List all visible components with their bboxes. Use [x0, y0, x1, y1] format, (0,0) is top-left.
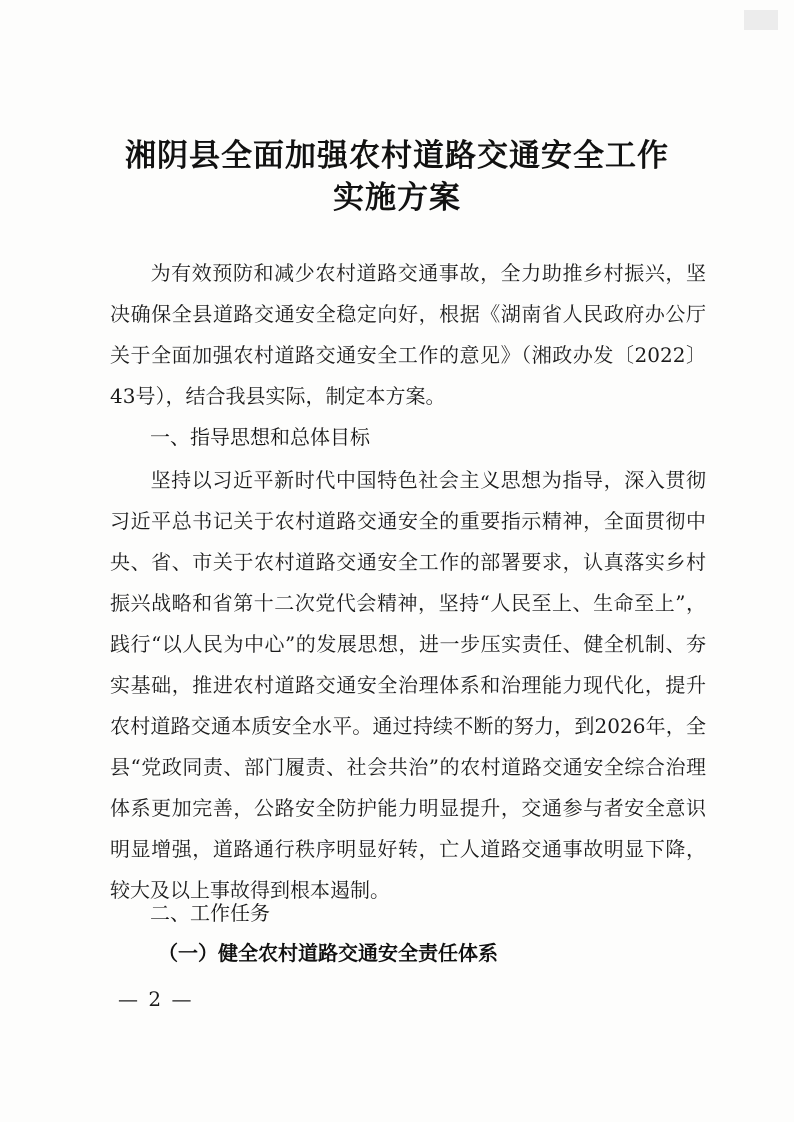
scan-artifact: [744, 10, 778, 30]
guiding-paragraph: [110, 460, 706, 911]
intro-paragraph-text: 为有效预防和减少农村道路交通事故，全力助推乡村振兴，坚决确保全县道路交通安全稳定向好，根据《湖南省人民政府办公厅关于全面加强农村道路交通安全工作的意见》（湘政办发〔2022〕43号），结合我县实际，制定本方案。: [110, 261, 706, 408]
sub-heading-responsibility-system: （一）健全农村道路交通安全责任体系: [158, 941, 498, 965]
guiding-paragraph-text: 坚持以习近平新时代中国特色社会主义思想为指导，深入贯彻习近平总书记关于农村道路交通安全的重要指示精神，全面贯彻中央、省、市关于农村道路交通安全工作的部署要求，认真落实乡村振兴战略和省第十二次党代会精神，坚持“人民至上、生命至上”，践行“以人民为中心”的发展思想，进一步压实责任、健全机制、夯实基础，推进农村道路交通安全治理体系和治理能力现代化，提升农村道路交通本质安全水平。通过持续不断的努力，到2026年，全县“党政同责、部门履责、社会共治”的农村道路交通安全综合治理体系更加完善，公路安全防护能力明显提升，交通参与者安全意识明显增强，道路通行秩序明显好转，亡人道路交通事故明显下降，较大及以上事故得到根本遏制。: [110, 468, 706, 902]
section-heading-guiding-ideology: 一、指导思想和总体目标: [150, 425, 370, 449]
section-heading-work-tasks: 二、工作任务: [150, 901, 270, 925]
intro-paragraph: [110, 253, 706, 417]
page-number: — 2 —: [118, 987, 194, 1011]
document-title-line-2: 实施方案: [333, 180, 461, 216]
document-title-line-1: 湘阴县全面加强农村道路交通安全工作: [125, 138, 669, 174]
